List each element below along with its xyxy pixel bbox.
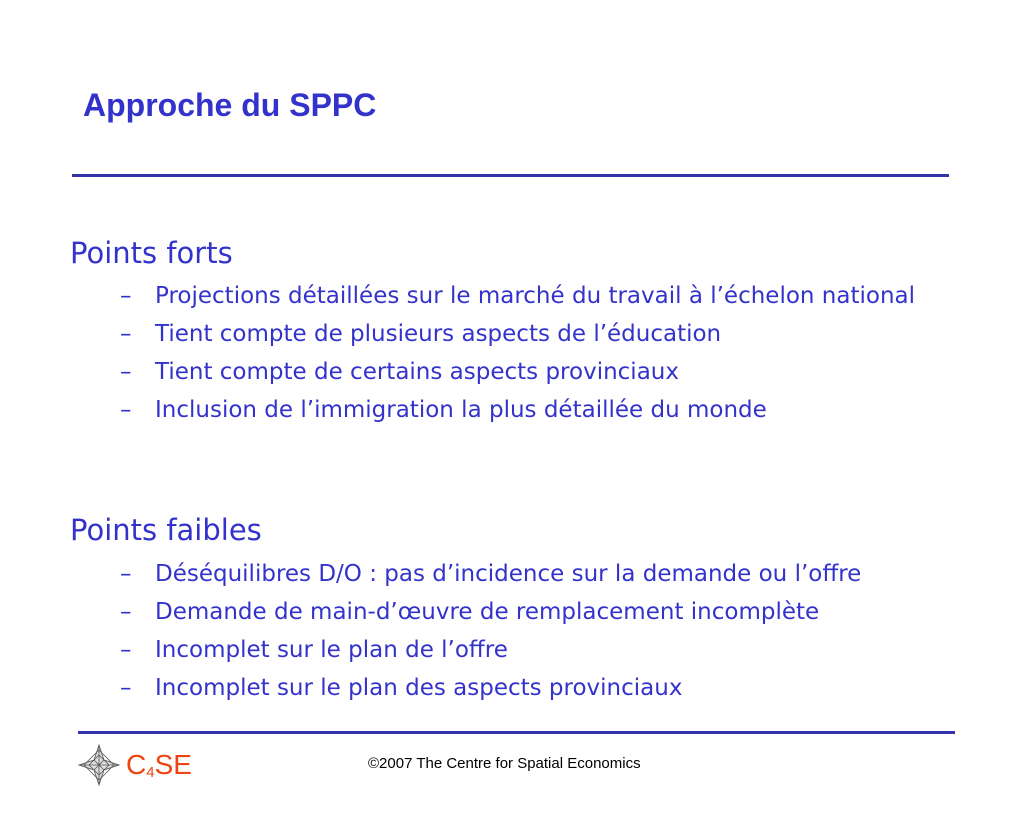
strengths-heading: Points forts — [70, 236, 233, 270]
list-item — [120, 673, 1010, 703]
list-item — [120, 357, 940, 387]
list-item — [120, 635, 1010, 665]
weaknesses-list — [120, 559, 1010, 711]
weaknesses-heading: Points faibles — [70, 513, 262, 547]
list-item — [120, 319, 940, 349]
compass-star-icon — [78, 744, 120, 786]
strengths-list — [120, 281, 940, 433]
bullet-dash: – — [120, 397, 132, 423]
list-item-text: Incomplet sur le plan de l’offre — [155, 637, 508, 663]
bullet-dash: – — [120, 637, 132, 663]
bullet-dash: – — [120, 599, 132, 625]
list-item-text: Déséquilibres D/O : pas d’incidence sur la demande ou l’offre — [155, 561, 862, 587]
list-item-text: Incomplet sur le plan des aspects provinciaux — [155, 675, 683, 701]
c4se-logo — [78, 743, 192, 787]
list-item-text: Tient compte de certains aspects provinciaux — [155, 359, 679, 385]
list-item-text: Inclusion de l’immigration la plus détaillée du monde — [155, 397, 767, 423]
title-divider — [72, 174, 949, 177]
list-item — [120, 559, 1010, 589]
list-item — [120, 597, 1010, 627]
slide-title: Approche du SPPC — [83, 87, 377, 123]
list-item — [120, 395, 940, 425]
bullet-dash: – — [120, 283, 132, 309]
logo-text: $C_4SE$ — [126, 749, 192, 781]
bullet-dash: – — [120, 359, 132, 385]
copyright-notice: ©2007 The Centre for Spatial Economics — [368, 755, 641, 772]
list-item-text: Tient compte de plusieurs aspects de l’éducation — [155, 321, 722, 347]
list-item-text: Demande de main-d’œuvre de remplacement incomplète — [155, 599, 820, 625]
bullet-dash: – — [120, 321, 132, 347]
bullet-dash: – — [120, 561, 132, 587]
list-item — [120, 281, 940, 311]
list-item-text: Projections détaillées sur le marché du travail à l’échelon national — [155, 283, 916, 309]
bullet-dash: – — [120, 675, 132, 701]
footer-divider — [78, 731, 955, 734]
